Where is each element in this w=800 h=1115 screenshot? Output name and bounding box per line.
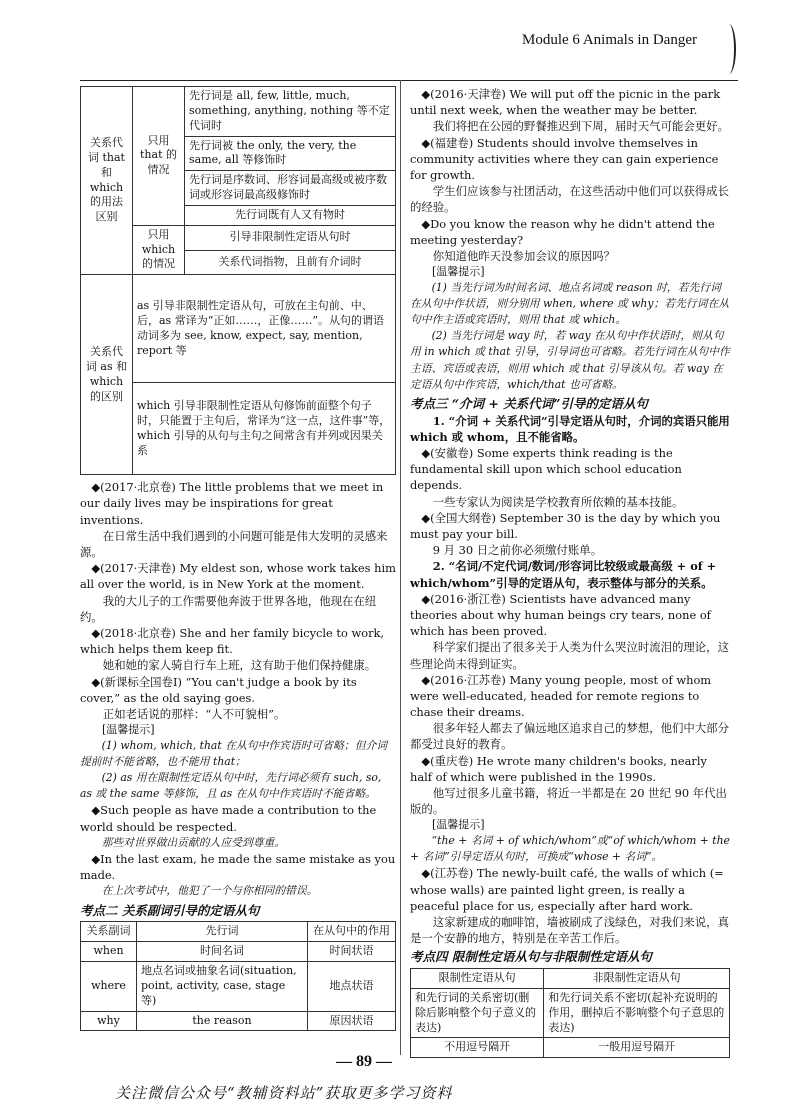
cell: why: [81, 1011, 137, 1031]
cell: 一般用逗号隔开: [544, 1038, 730, 1058]
that-which-as-table: [80, 86, 396, 475]
cell: 时间状语: [308, 942, 396, 962]
example-cn: 在日常生活中我们遇到的小问题可能是伟大发明的灵感来源。: [80, 528, 388, 560]
example-en: ◆(重庆卷) He wrote many children's books, nearly half of which were published in the 1990s.: [410, 753, 707, 784]
example-cn: 一些专家认为阅读是学校教育所依赖的基本技能。: [432, 494, 684, 509]
relative-adverb-table: [80, 921, 396, 1031]
tip-label: [温馨提示]: [432, 818, 485, 832]
column-divider: [400, 80, 401, 1055]
left-column: [80, 86, 396, 1031]
footer-note: 关注微信公众号“教辅资料站”获取更多学习资料: [115, 1084, 453, 1102]
example-cn: 学生们应该参与社团活动，在这些活动中他们可以获得成长的经验。: [410, 184, 729, 215]
cell: 时间名词: [137, 942, 308, 962]
cell-as-usage: as 引导非限制性定语从句，可放在主句前、中、后，as 常译为“正如……，正像……”。从句的谓语动词多为 see, know, expect, say, mention, report 等: [133, 275, 396, 383]
example-cn: 很多年轻人都去了偏远地区追求自己的梦想，他们中大部分都受过良好的教育。: [410, 721, 729, 752]
table-row: [81, 1011, 396, 1031]
col-header: 在从句中的作用: [308, 922, 396, 942]
running-header: Module 6 Animals in Danger: [522, 32, 697, 48]
example-en: ◆(新课标全国卷Ⅰ) “You can't judge a book by its cover,” as the old saying goes.: [80, 674, 357, 705]
table-row: [411, 988, 730, 1038]
cell-non-restrictive: 引导非限制性定语从句时: [185, 225, 396, 250]
table-row: [411, 1038, 730, 1058]
example-en: ◆(江苏卷) The newly-built café, the walls of which (= whose walls) are painted light green, is really a peaceful place for us, especially after hard work.: [410, 866, 724, 913]
tip-text: (2) 当先行词是 way 时，若 way 在从句中作状语时，则从句用 in which 或 that 引导，引导词也可省略。若先行词在从句中作主语、宾语或表语，则用 which 或 that 引导该从句。若 way 在定语从句中作宾语，which/that 也可省略。: [410, 329, 730, 391]
tip-text: (2) as 用在限制性定语从句中时，先行词必须有 such, so, as 或 the same 等修饰，且 as 在从句中作宾语时不能省略。: [80, 771, 382, 801]
row-head-that-which: 关系代词 that 和 which 的用法区别: [81, 87, 133, 275]
example-cn: 我的大儿子的工作需要他奔波于世界各地，他现在在纽约。: [80, 593, 377, 624]
section-heading: 考点四 限制性定语从句与非限制性定语从句: [410, 949, 652, 965]
left-examples: [80, 479, 396, 919]
header-decoration: [722, 24, 736, 74]
tip-text: (1) whom, which, that 在从句中作宾语时可省略；但介词提前时不能省略，也不能用 that；: [80, 738, 388, 768]
example-cn: 在上次考试中，他犯了一个与你相同的错误。: [101, 884, 318, 898]
rule-text: 1. “介词 + 关系代词”引导定语从句时，介词的宾语只能用 which 或 whom，且不能省略。: [410, 413, 730, 444]
cell-preposition: 关系代词指物，且前有介词时: [185, 250, 396, 275]
example-en: ◆(2018·北京卷) She and her family bicycle to work, which helps them keep fit.: [80, 625, 385, 657]
table-row: [81, 942, 396, 962]
tip-text: (1) 当先行词为时间名词、地点名词或 reason 时，若先行词在从句中作状语，则分别用 when, where 或 why；若先行词在从句中作主语或宾语时，则用 that 或 which。: [410, 280, 730, 327]
header-rule: [80, 80, 738, 81]
cell: where: [81, 962, 137, 1012]
example-en: ◆(安徽卷) Some experts think reading is the fundamental skill upon which school education depends.: [410, 446, 682, 493]
example-en: ◆(福建卷) Students should involve themselves in community activities where they can gain experience for growth.: [410, 135, 719, 182]
example-cn: 我们将把在公园的野餐推迟到下周，届时天气可能会更好。: [432, 119, 729, 134]
cell-the-only: 先行词被 the only, the very, the same, all 等修饰时: [185, 136, 396, 171]
subhead-only-which: 只用 which 的情况: [133, 225, 185, 275]
example-cn: 那些对世界做出贡献的人应受到尊重。: [101, 835, 286, 849]
cell: 不用逗号隔开: [411, 1038, 544, 1058]
example-en: ◆(2017·北京卷) The little problems that we meet in our daily lives may be inspirations for great inventions.: [80, 480, 384, 527]
col-header: 非限制性定语从句: [544, 969, 730, 989]
cell: 和先行词关系不密切(起补充说明的作用，删掉后不影响整个句子意思的表达): [544, 988, 730, 1038]
example-en: ◆Such people as have made a contribution to the world should be respected.: [80, 803, 377, 834]
tip-label: [温馨提示]: [102, 723, 155, 737]
example-en: ◆In the last exam, he made the same mistake as you made.: [80, 852, 396, 883]
example-en: ◆(2017·天津卷) My eldest son, whose work takes him all over the world, is in New York at the moment.: [80, 561, 396, 592]
tip-label: [温馨提示]: [432, 265, 485, 279]
cell: 原因状语: [308, 1011, 396, 1031]
rule-text: 2. “名词/不定代词/数词/形容词比较级或最高级 + of + which/whom”引导的定语从句，表示整体与部分的关系。: [410, 559, 717, 590]
example-en: ◆Do you know the reason why he didn't attend the meeting yesterday?: [410, 216, 715, 247]
restrictive-table: [410, 968, 730, 1058]
section-heading: 考点三 “介词 + 关系代词”引导的定语从句: [410, 395, 648, 411]
page-number: — 89 —: [336, 1053, 392, 1070]
cell: 和先行词的关系密切(删除后影响整个句子意义的表达): [411, 988, 544, 1038]
table-row: [81, 962, 396, 1012]
example-en: ◆(2016·浙江卷) Scientists have advanced many theories about why human beings cry tears, none of which has been proved.: [410, 591, 711, 639]
cell: 地点状语: [308, 962, 396, 1012]
cell: the reason: [137, 1011, 308, 1031]
cell-which-usage: which 引导非限制性定语从句修饰前面整个句子时，只能置于主句后，常译为“这一点，这件事”等，which 引导的从句与主句之间常含有并列或因果关系: [133, 383, 396, 475]
col-header: 限制性定语从句: [411, 969, 544, 989]
example-cn: 9 月 30 日之前你必须缴付账单。: [432, 543, 603, 558]
example-en: ◆(2016·江苏卷) Many young people, most of whom were well-educated, headed for remote regions to chase their dreams.: [410, 672, 712, 720]
right-column: [410, 86, 730, 1058]
col-header: 先行词: [137, 922, 308, 942]
example-cn: 他写过很多儿童书籍，将近一半都是在 20 世纪 90 年代出版的。: [410, 786, 727, 817]
cell-ordinal: 先行词是序数词、形容词最高级或被序数词或形容词最高级修饰时: [185, 171, 396, 206]
example-cn: 你知道他昨天没参加会议的原因吗？: [432, 248, 616, 263]
section-heading: 考点二 关系副词引导的定语从句: [80, 902, 260, 918]
example-cn: 这家新建成的咖啡馆，墙被刷成了浅绿色，对我们来说，真是一个安静的地方，特别是在辛苦工作后。: [410, 914, 729, 946]
row-head-as-which: 关系代词 as 和 which 的区别: [81, 275, 133, 475]
tip-text: “the + 名词 + of which/whom”或“of which/whom + the + 名词”引导定语从句时，可换成“whose + 名词”。: [410, 834, 730, 864]
example-cn: 科学家们提出了很多关于人类为什么哭泣时流泪的理论，这些理论尚未得到证实。: [410, 640, 729, 671]
cell: when: [81, 942, 137, 962]
example-cn: 她和她的家人骑自行车上班，这有助于他们保持健康。: [102, 658, 377, 673]
col-header: 关系副词: [81, 922, 137, 942]
subhead-only-that: 只用 that 的情况: [133, 87, 185, 226]
example-cn: 正如老话说的那样：“人不可貌相”。: [102, 706, 286, 721]
cell-person-thing: 先行词既有人又有物时: [185, 205, 396, 225]
example-en: ◆(2016·天津卷) We will put off the picnic in the park until next week, when the weather may be better.: [410, 87, 721, 118]
cell-indefinite-pronoun: 先行词是 all, few, little, much, something, anything, nothing 等不定代词时: [185, 87, 396, 137]
cell: 地点名词或抽象名词(situation, point, activity, case, stage 等): [137, 962, 308, 1012]
example-en: ◆(全国大纲卷) September 30 is the day by which you must pay your bill.: [410, 510, 721, 542]
